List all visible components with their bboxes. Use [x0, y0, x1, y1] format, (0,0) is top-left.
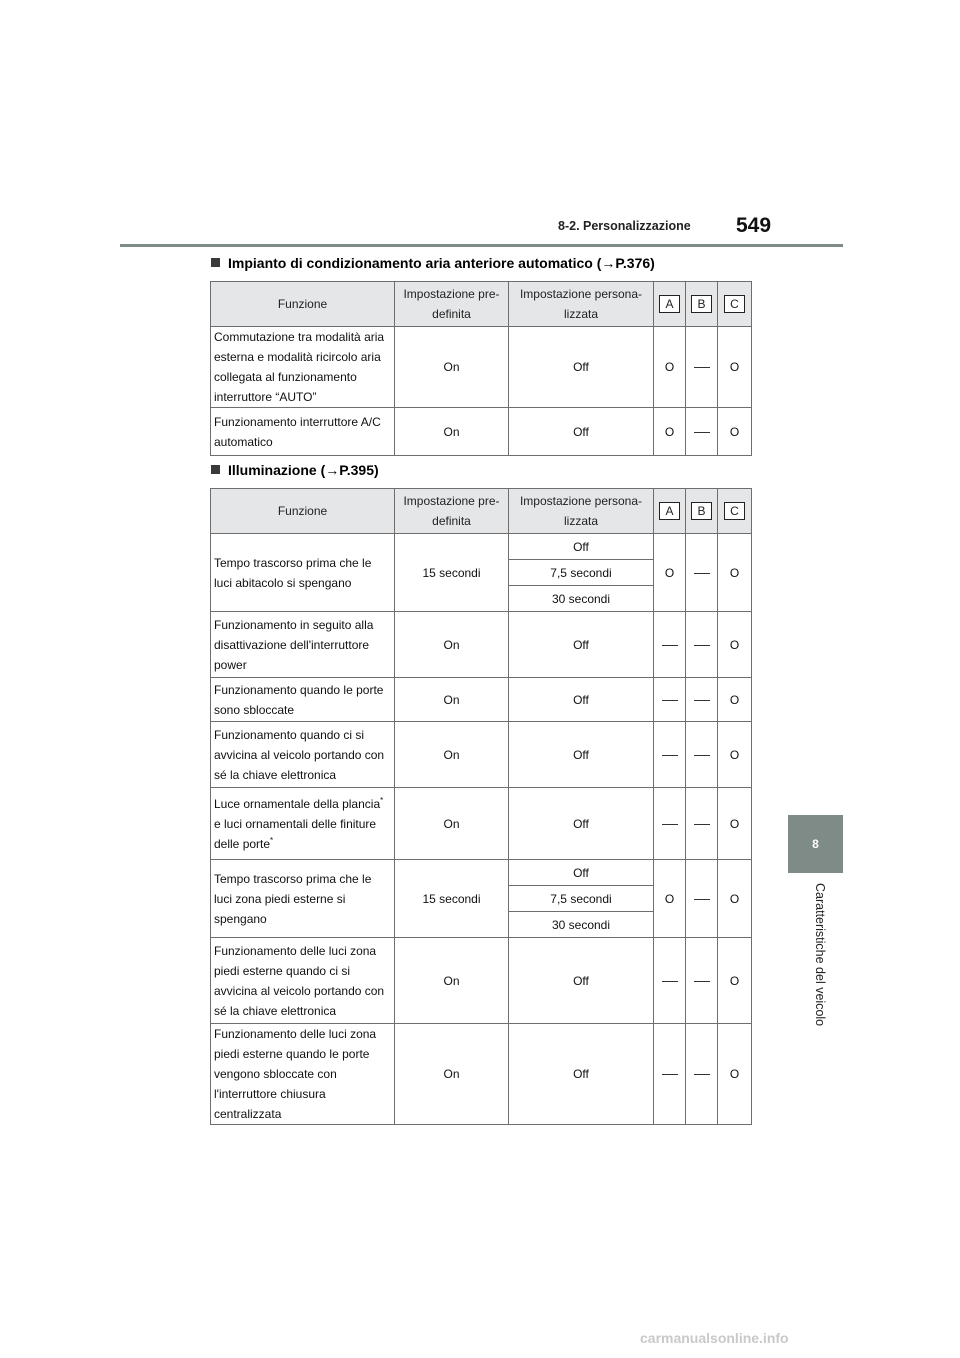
not-available-mark	[662, 755, 678, 756]
function-cell: Funzionamento quando le porte sono sbloccate	[211, 678, 395, 722]
b-cell	[686, 327, 718, 408]
custom-cell: Off	[509, 327, 654, 408]
b-cell	[686, 408, 718, 456]
not-available-mark	[662, 824, 678, 825]
function-cell: Luce ornamentale della plancia* e luci ornamentali delle finiture delle porte*	[211, 788, 395, 860]
a-cell	[654, 612, 686, 678]
c-cell: O	[718, 408, 752, 456]
table-header-row	[211, 282, 752, 327]
table-row	[211, 678, 752, 722]
header-b	[686, 489, 718, 534]
not-available-mark	[694, 573, 710, 574]
b-cell	[686, 860, 718, 938]
page-number: 549	[736, 214, 772, 237]
b-cell	[686, 1024, 718, 1125]
function-cell: Funzionamento delle luci zona piedi esterne quando le porte vengono sbloccate con l'interruttore chiusura centralizzata	[211, 1024, 395, 1125]
default-cell: 15 secondi	[395, 860, 509, 938]
not-available-mark	[662, 981, 678, 982]
c-cell: O	[718, 612, 752, 678]
header-divider	[120, 244, 843, 247]
square-bullet-icon	[211, 465, 220, 474]
chapter-title: Caratteristiche del veicolo	[813, 883, 827, 1027]
a-cell	[654, 938, 686, 1024]
badge-b: B	[691, 502, 712, 520]
custom-cell: Off	[509, 722, 654, 788]
default-cell: 15 secondi	[395, 534, 509, 612]
table-row	[211, 788, 752, 860]
table-row	[211, 327, 752, 408]
custom-option-cell: 30 secondi	[509, 912, 654, 938]
section-title: 8-2. Personalizzazione	[558, 219, 691, 233]
header-a	[654, 282, 686, 327]
default-cell: On	[395, 1024, 509, 1125]
c-cell: O	[718, 678, 752, 722]
custom-option-cell: Off	[509, 860, 654, 886]
table-row	[211, 722, 752, 788]
not-available-mark	[694, 432, 710, 433]
lighting-settings-table	[210, 488, 752, 1125]
b-cell	[686, 612, 718, 678]
a-cell	[654, 678, 686, 722]
b-cell	[686, 938, 718, 1024]
section-heading-lighting: Illuminazione (→P.395)	[211, 462, 379, 478]
default-cell: On	[395, 722, 509, 788]
custom-option-cell: 7,5 secondi	[509, 886, 654, 912]
b-cell	[686, 534, 718, 612]
custom-cell: Off	[509, 938, 654, 1024]
table-header-row	[211, 489, 752, 534]
a-cell: O	[654, 327, 686, 408]
function-cell: Funzionamento in seguito alla disattivazione dell'interruttore power	[211, 612, 395, 678]
a-cell: O	[654, 860, 686, 938]
default-cell: On	[395, 938, 509, 1024]
header-custom: Impostazione persona-lizzata	[509, 282, 654, 327]
c-cell: O	[718, 327, 752, 408]
b-cell	[686, 788, 718, 860]
default-cell: On	[395, 408, 509, 456]
function-cell: Tempo trascorso prima che le luci abitacolo si spengano	[211, 534, 395, 612]
c-cell: O	[718, 722, 752, 788]
badge-a: A	[659, 502, 680, 520]
table-row	[211, 938, 752, 1024]
table-row	[211, 612, 752, 678]
custom-option-cell: 30 secondi	[509, 586, 654, 612]
header-funzione: Funzione	[211, 282, 395, 327]
b-cell	[686, 722, 718, 788]
header-funzione: Funzione	[211, 489, 395, 534]
table-row	[211, 860, 752, 886]
a-cell	[654, 722, 686, 788]
a-cell: O	[654, 408, 686, 456]
default-cell: On	[395, 788, 509, 860]
custom-option-cell: 7,5 secondi	[509, 560, 654, 586]
custom-cell: Off	[509, 408, 654, 456]
custom-cell: Off	[509, 678, 654, 722]
table-row	[211, 408, 752, 456]
square-bullet-icon	[211, 258, 220, 267]
header-c	[718, 282, 752, 327]
a-cell	[654, 788, 686, 860]
function-cell: Funzionamento interruttore A/C automatico	[211, 408, 395, 456]
function-cell: Tempo trascorso prima che le luci zona piedi esterne si spengano	[211, 860, 395, 938]
footnote-mark: *	[270, 835, 274, 845]
badge-b: B	[691, 295, 712, 313]
not-available-mark	[694, 755, 710, 756]
not-available-mark	[694, 981, 710, 982]
default-cell: On	[395, 612, 509, 678]
table-row	[211, 1024, 752, 1125]
custom-cell: Off	[509, 612, 654, 678]
badge-a: A	[659, 295, 680, 313]
header-default: Impostazione pre-definita	[395, 282, 509, 327]
c-cell: O	[718, 938, 752, 1024]
badge-c: C	[724, 502, 745, 520]
footnote-mark: *	[380, 795, 384, 805]
table-row	[211, 534, 752, 560]
not-available-mark	[694, 824, 710, 825]
not-available-mark	[694, 367, 710, 368]
not-available-mark	[662, 1074, 678, 1075]
header-a	[654, 489, 686, 534]
header-default: Impostazione pre-definita	[395, 489, 509, 534]
not-available-mark	[662, 645, 678, 646]
header-c	[718, 489, 752, 534]
function-cell: Commutazione tra modalità aria esterna e modalità ricircolo aria collegata al funzionamento interruttore “AUTO”	[211, 327, 395, 408]
c-cell: O	[718, 1024, 752, 1125]
c-cell: O	[718, 788, 752, 860]
b-cell	[686, 678, 718, 722]
function-cell: Funzionamento quando ci si avvicina al veicolo portando con sé la chiave elettronica	[211, 722, 395, 788]
default-cell: On	[395, 678, 509, 722]
not-available-mark	[694, 1074, 710, 1075]
custom-cell: Off	[509, 1024, 654, 1125]
c-cell: O	[718, 534, 752, 612]
not-available-mark	[694, 645, 710, 646]
header-custom: Impostazione persona-lizzata	[509, 489, 654, 534]
c-cell: O	[718, 860, 752, 938]
function-cell: Funzionamento delle luci zona piedi esterne quando ci si avvicina al veicolo portando con sé la chiave elettronica	[211, 938, 395, 1024]
not-available-mark	[694, 899, 710, 900]
header-b	[686, 282, 718, 327]
not-available-mark	[662, 700, 678, 701]
custom-cell: Off	[509, 788, 654, 860]
default-cell: On	[395, 327, 509, 408]
climate-settings-table	[210, 281, 752, 456]
not-available-mark	[694, 700, 710, 701]
section-heading-climate: Impianto di condizionamento aria anteriore automatico (→P.376)	[211, 255, 655, 271]
custom-option-cell: Off	[509, 534, 654, 560]
a-cell: O	[654, 534, 686, 612]
watermark: carmanualsonline.info	[640, 1330, 789, 1346]
badge-c: C	[724, 295, 745, 313]
chapter-tab[interactable]: 8	[788, 815, 843, 873]
a-cell	[654, 1024, 686, 1125]
